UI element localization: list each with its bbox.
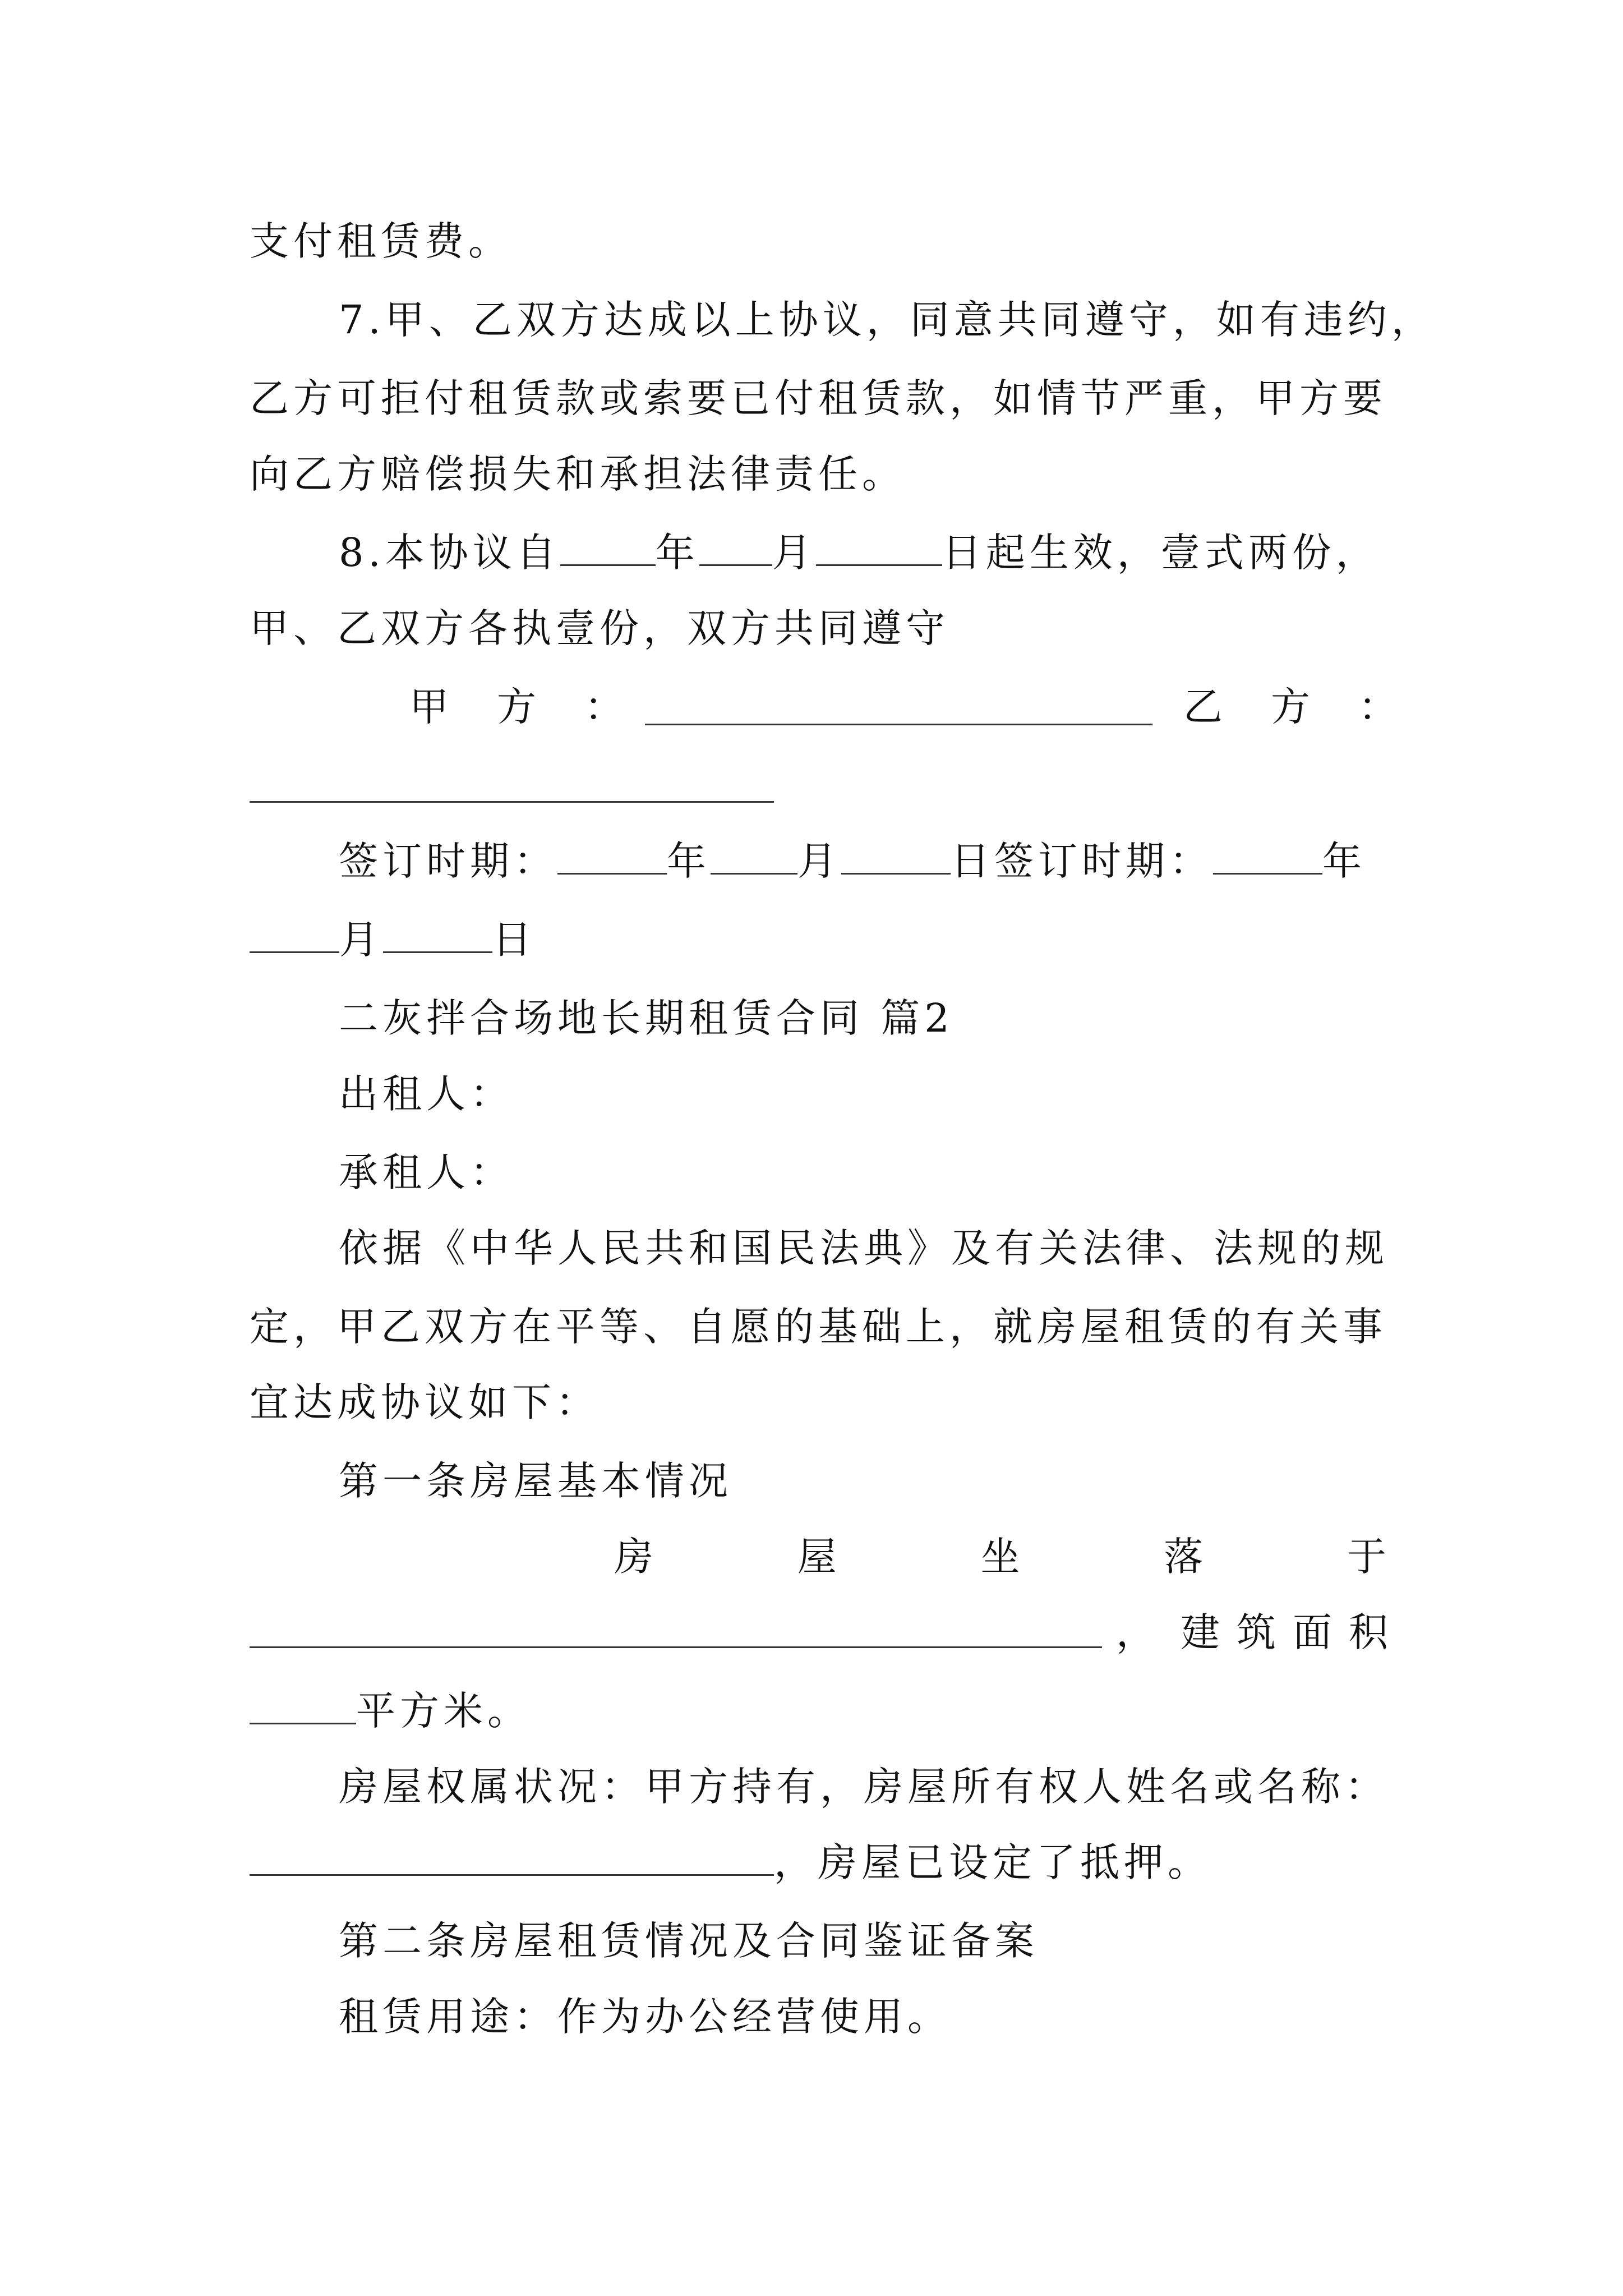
lessor-line: 出租人： bbox=[339, 1071, 514, 1117]
text-line: 支付租赁费。 bbox=[250, 218, 512, 264]
party-a-label: 甲 方 ： bbox=[409, 684, 628, 730]
location-blank bbox=[250, 1646, 1102, 1648]
char: 屋 bbox=[797, 1534, 841, 1580]
text-segment: ，房屋已设定了抵押。 bbox=[774, 1839, 1211, 1885]
comma: ， bbox=[1116, 1609, 1160, 1655]
sign-date-line bbox=[339, 833, 1391, 889]
text-line: 向乙方赔偿损失和承担法律责任。 bbox=[250, 451, 906, 497]
blank-day bbox=[841, 838, 951, 875]
blank-year bbox=[557, 838, 667, 875]
area-label: 建筑面积 bbox=[1181, 1609, 1405, 1655]
text-segment: 月 bbox=[797, 838, 841, 884]
blank-month bbox=[250, 917, 339, 953]
text-segment: 日 bbox=[492, 917, 536, 963]
clause-7: 7.甲、乙双方达成以上协议，同意共同遵守，如有违约， bbox=[339, 297, 1435, 343]
text-segment: 年 bbox=[667, 838, 711, 884]
text-segment: 日签订时期： bbox=[951, 838, 1213, 884]
section-title: 二灰拌合场地长期租赁合同 篇2 bbox=[339, 995, 954, 1041]
text-segment: 8.本协议自 bbox=[339, 530, 560, 576]
blank-owner bbox=[250, 1839, 774, 1876]
basis-paragraph: 依据《中华人民共和国民法典》及有关法律、法规的规 bbox=[339, 1225, 1389, 1271]
article-2-heading: 第二条房屋租赁情况及合同鉴证备案 bbox=[339, 1918, 1039, 1964]
text-segment: 月 bbox=[339, 917, 383, 963]
blank-area bbox=[250, 1688, 356, 1724]
location-line bbox=[614, 1529, 1391, 1585]
char: 于 bbox=[1347, 1534, 1391, 1580]
party-a-blank bbox=[645, 724, 1152, 725]
text-segment: 日起生效，壹式两份， bbox=[942, 530, 1380, 576]
blank-year bbox=[1213, 838, 1322, 875]
text-segment: 签订时期： bbox=[339, 838, 557, 884]
text-segment: 年 bbox=[1322, 838, 1366, 884]
char: 落 bbox=[1164, 1534, 1208, 1580]
area-line bbox=[250, 1683, 1391, 1739]
blank-day bbox=[816, 530, 942, 566]
blank-year bbox=[560, 530, 656, 566]
char: 房 bbox=[614, 1534, 658, 1580]
blank-month bbox=[711, 838, 797, 875]
article-1-heading: 第一条房屋基本情况 bbox=[339, 1458, 732, 1504]
char: 坐 bbox=[980, 1534, 1025, 1580]
ownership-line-cont bbox=[250, 1834, 1391, 1890]
text-segment: 平方米。 bbox=[356, 1688, 531, 1734]
text-line: 乙方可拒付租赁款或索要已付租赁款，如情节严重，甲方要 bbox=[250, 375, 1387, 421]
text-line: 宜达成协议如下： bbox=[250, 1379, 600, 1425]
blank-day bbox=[383, 917, 492, 953]
sign-date-line-cont bbox=[250, 912, 1391, 968]
text-line: 甲、乙双方各执壹份，双方共同遵守 bbox=[250, 605, 949, 651]
usage-line: 租赁用途：作为办公经营使用。 bbox=[339, 1994, 951, 2040]
ownership-line: 房屋权属状况：甲方持有，房屋所有权人姓名或名称： bbox=[339, 1764, 1389, 1810]
text-segment: 年 bbox=[655, 530, 699, 576]
blank-month bbox=[699, 530, 772, 566]
lessee-line: 承租人： bbox=[339, 1149, 514, 1195]
party-b-blank bbox=[250, 801, 774, 803]
clause-8 bbox=[339, 524, 1391, 581]
party-b-label: 乙 方 ： bbox=[1183, 684, 1402, 730]
text-line: 定，甲乙双方在平等、自愿的基础上，就房屋租赁的有关事 bbox=[250, 1304, 1387, 1350]
text-segment: 月 bbox=[772, 530, 816, 576]
